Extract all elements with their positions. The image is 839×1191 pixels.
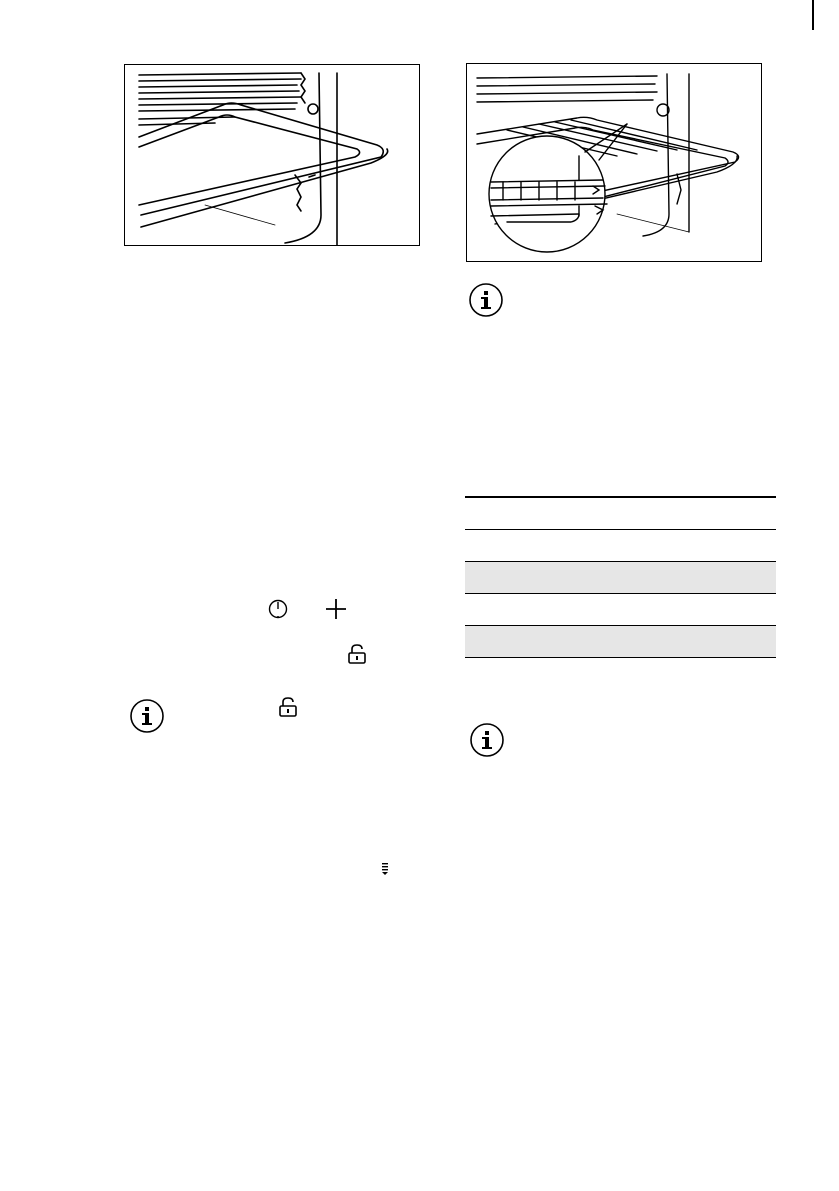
- figure-baking-tray: [124, 64, 420, 246]
- plus-icon: [324, 597, 348, 621]
- table-header-row: [465, 498, 776, 530]
- data-table: [465, 496, 776, 658]
- padlock-open-icon: [347, 643, 367, 665]
- section-edge-marker: [812, 0, 814, 30]
- baking-tray-illustration: [125, 65, 419, 245]
- table-row: [465, 626, 776, 658]
- wire-shelf-illustration: [467, 64, 761, 261]
- table-row: [465, 594, 776, 626]
- info-circle-icon: [468, 282, 504, 318]
- figure-wire-shelf: [466, 63, 762, 262]
- list-down-arrow-icon: [381, 862, 389, 876]
- clock-icon: [267, 598, 289, 620]
- table-row: [465, 562, 776, 594]
- info-circle-icon: [129, 698, 165, 734]
- padlock-open-icon: [278, 696, 298, 718]
- table-row: [465, 530, 776, 562]
- info-circle-icon: [469, 722, 505, 758]
